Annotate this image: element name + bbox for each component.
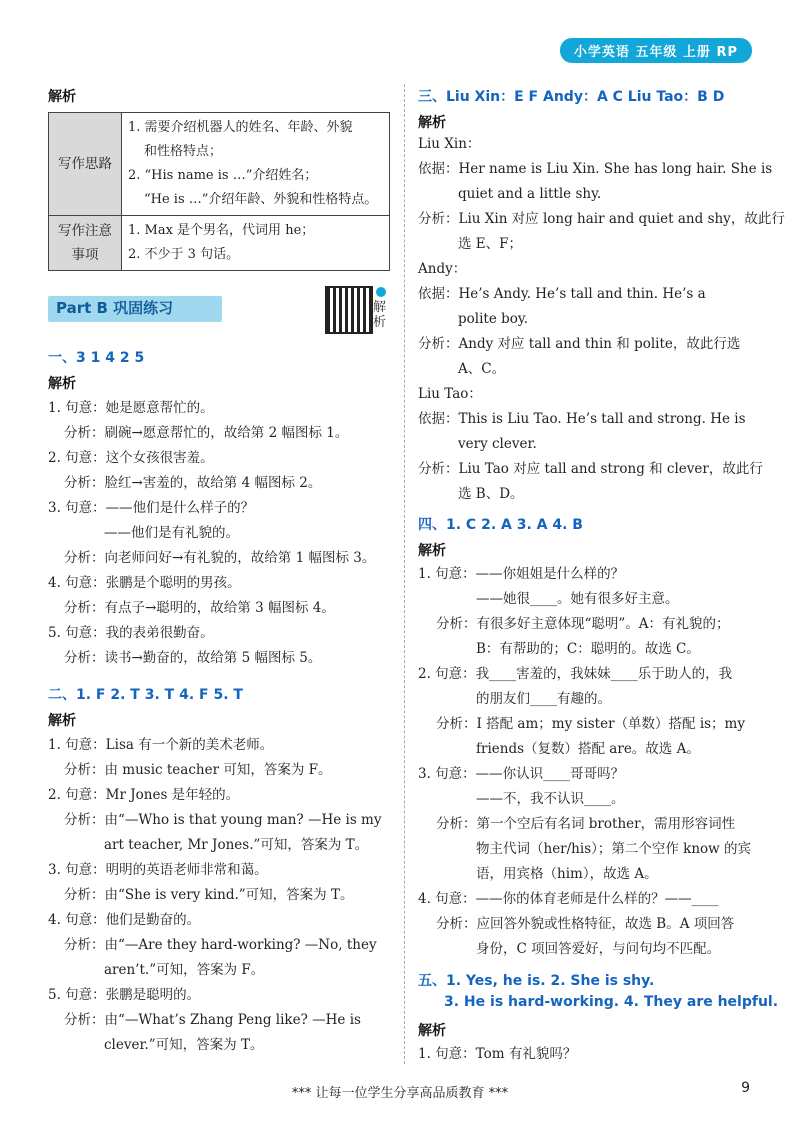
text-line: 分析：读书→勤奋的，故给第 5 幅图标 5。 xyxy=(64,650,322,666)
text-line: 选 B、D。 xyxy=(458,486,524,502)
text-line: 分析：Liu Tao 对应 tall and strong 和 clever，故此行 xyxy=(418,461,763,477)
text-line: clever.”可知，答案为 T。 xyxy=(104,1037,264,1053)
table-line: 1. 需要介绍机器人的姓名、年龄、外貌 xyxy=(128,120,353,135)
play-icon xyxy=(376,287,386,297)
text-line: 分析：应回答外貌或性格特征，故选 B。A 项回答 xyxy=(436,916,735,932)
table-line: 1. Max 是个男名，代词用 he； xyxy=(128,223,315,238)
text-line: Liu Tao： xyxy=(418,386,482,402)
text-line: Liu Xin： xyxy=(418,136,481,152)
qr-label: 解析 xyxy=(373,300,387,330)
table-line: 2. “His name is …”介绍姓名； xyxy=(128,168,318,183)
footer-slogan: *** 让每一位学生分享高品质教育 *** xyxy=(291,1086,509,1101)
jiexi-heading: 解析 xyxy=(48,376,76,392)
table-line: 和性格特点； xyxy=(144,144,223,159)
text-line: 分析：由 music teacher 可知，答案为 F。 xyxy=(64,762,332,778)
jiexi-heading: 解析 xyxy=(418,1023,446,1039)
text-line: 1. 句意：——你姐姐是什么样的？ xyxy=(418,566,625,582)
table-line: “He is …”介绍年龄、外貌和性格特点。 xyxy=(144,192,378,207)
text-line: 身份，C 项回答爱好，与问句均不匹配。 xyxy=(476,941,721,957)
text-line: 依据：Her name is Liu Xin. She has long hair. She is xyxy=(418,161,773,177)
text-line: 的朋友们____有趣的。 xyxy=(476,691,611,707)
text-line: 5. 句意：我的表弟很勤奋。 xyxy=(48,625,214,641)
table-value xyxy=(122,216,390,271)
text-line: 分析：第一个空后有名词 brother，需用形容词性 xyxy=(436,816,736,832)
text-line: 4. 句意：他们是勤奋的。 xyxy=(48,912,201,928)
section-1-answers: 一、3 1 4 2 5 xyxy=(48,350,145,366)
jiexi-heading: 解析 xyxy=(418,115,446,131)
text-line: 依据：This is Liu Tao. He’s tall and strong. He is xyxy=(418,411,746,427)
text-line: Andy： xyxy=(418,261,467,277)
part-b-banner: Part B 巩固练习 xyxy=(48,296,222,322)
text-line: 4. 句意：张鹏是个聪明的男孩。 xyxy=(48,575,241,591)
text-line: 2. 句意：这个女孩很害羞。 xyxy=(48,450,214,466)
column-divider xyxy=(404,84,406,1064)
table-line: 2. 不少于 3 句话。 xyxy=(128,247,240,262)
text-line: 依据：He’s Andy. He’s tall and thin. He’s a xyxy=(418,286,706,302)
section-2-answers: 二、1. F 2. T 3. T 4. F 5. T xyxy=(48,687,243,703)
section-3-answers: 三、Liu Xin：E F Andy：A C Liu Tao：B D xyxy=(418,89,725,105)
text-line: ——她很____。她有很多好主意。 xyxy=(476,591,679,607)
jiexi-heading: 解析 xyxy=(48,89,76,105)
page-number: 9 xyxy=(741,1080,750,1096)
text-line: 分析：I 搭配 am；my sister（单数）搭配 is；my xyxy=(436,716,745,732)
text-line: 分析：由“—What’s Zhang Peng like? —He is xyxy=(64,1012,361,1028)
text-line: 4. 句意：——你的体育老师是什么样的？——____ xyxy=(418,891,719,907)
writing-table xyxy=(48,112,390,271)
text-line: B：有帮助的；C：聪明的。故选 C。 xyxy=(476,641,700,657)
text-line: 2. 句意：我____害羞的，我妹妹____乐于助人的，我 xyxy=(418,666,733,682)
grade-tag: 小学英语 五年级 上册 RP xyxy=(560,38,752,63)
text-line: quiet and a little shy. xyxy=(458,186,602,202)
text-line: art teacher, Mr Jones.”可知，答案为 T。 xyxy=(104,837,369,853)
table-key-line: 写作注意 xyxy=(58,223,112,239)
text-line: 分析：向老师问好→有礼貌的，故给第 1 幅图标 3。 xyxy=(64,550,376,566)
section-4-answers: 四、1. C 2. A 3. A 4. B xyxy=(418,517,583,533)
jiexi-heading: 解析 xyxy=(418,543,446,559)
text-line: very clever. xyxy=(458,436,537,452)
text-line: ——他们是有礼貌的。 xyxy=(104,525,239,541)
text-line: 3. 句意：——你认识____哥哥吗？ xyxy=(418,766,625,782)
text-line: 分析：由“She is very kind.”可知，答案为 T。 xyxy=(64,887,354,903)
text-line: 语，用宾格（him），故选 A。 xyxy=(476,866,658,882)
text-line: 分析：脸红→害羞的，故给第 4 幅图标 2。 xyxy=(64,475,322,491)
text-line: aren’t.”可知，答案为 F。 xyxy=(104,962,265,978)
text-line: 3. 句意：——他们是什么样子的？ xyxy=(48,500,255,516)
text-line: 选 E、F； xyxy=(458,236,523,252)
text-line: 1. 句意：她是愿意帮忙的。 xyxy=(48,400,214,416)
text-line: 分析：有点子→聪明的，故给第 3 幅图标 4。 xyxy=(64,600,335,616)
table-key xyxy=(49,216,122,271)
text-line: 分析：由“—Are they hard-working? —No, they xyxy=(64,937,377,953)
table-key: 写作思路 xyxy=(49,113,122,216)
jiexi-heading: 解析 xyxy=(48,713,76,729)
text-line: 1. 句意：Lisa 有一个新的美术老师。 xyxy=(48,737,274,753)
text-line: 物主代词（her/his）；第二个空作 know 的宾 xyxy=(476,841,752,857)
text-line: 分析：Liu Xin 对应 long hair and quiet and shy，故此行 xyxy=(418,211,785,227)
section-5-answers: 五、1. Yes, he is. 2. She is shy. xyxy=(418,973,655,989)
text-line: ——不，我不认识____。 xyxy=(476,791,625,807)
text-line: A、C。 xyxy=(458,361,506,377)
text-line: 分析：Andy 对应 tall and thin 和 polite，故此行选 xyxy=(418,336,741,352)
section-5-answers-cont: 3. He is hard-working. 4. They are helpful. xyxy=(444,994,779,1010)
text-line: friends（复数）搭配 are。故选 A。 xyxy=(476,741,700,757)
text-line: 分析：有很多好主意体现“聪明”。A：有礼貌的； xyxy=(436,616,730,632)
table-value xyxy=(122,113,390,216)
text-line: 5. 句意：张鹏是聪明的。 xyxy=(48,987,201,1003)
table-key-line: 事项 xyxy=(71,247,99,263)
qr-code[interactable] xyxy=(325,286,373,334)
text-line: 2. 句意：Mr Jones 是年轻的。 xyxy=(48,787,240,803)
text-line: 1. 句意：Tom 有礼貌吗？ xyxy=(418,1046,577,1062)
text-line: 3. 句意：明明的英语老师非常和蔼。 xyxy=(48,862,268,878)
text-line: polite boy. xyxy=(458,311,529,327)
text-line: 分析：由“—Who is that young man? —He is my xyxy=(64,812,382,828)
text-line: 分析：刷碗→愿意帮忙的，故给第 2 幅图标 1。 xyxy=(64,425,349,441)
